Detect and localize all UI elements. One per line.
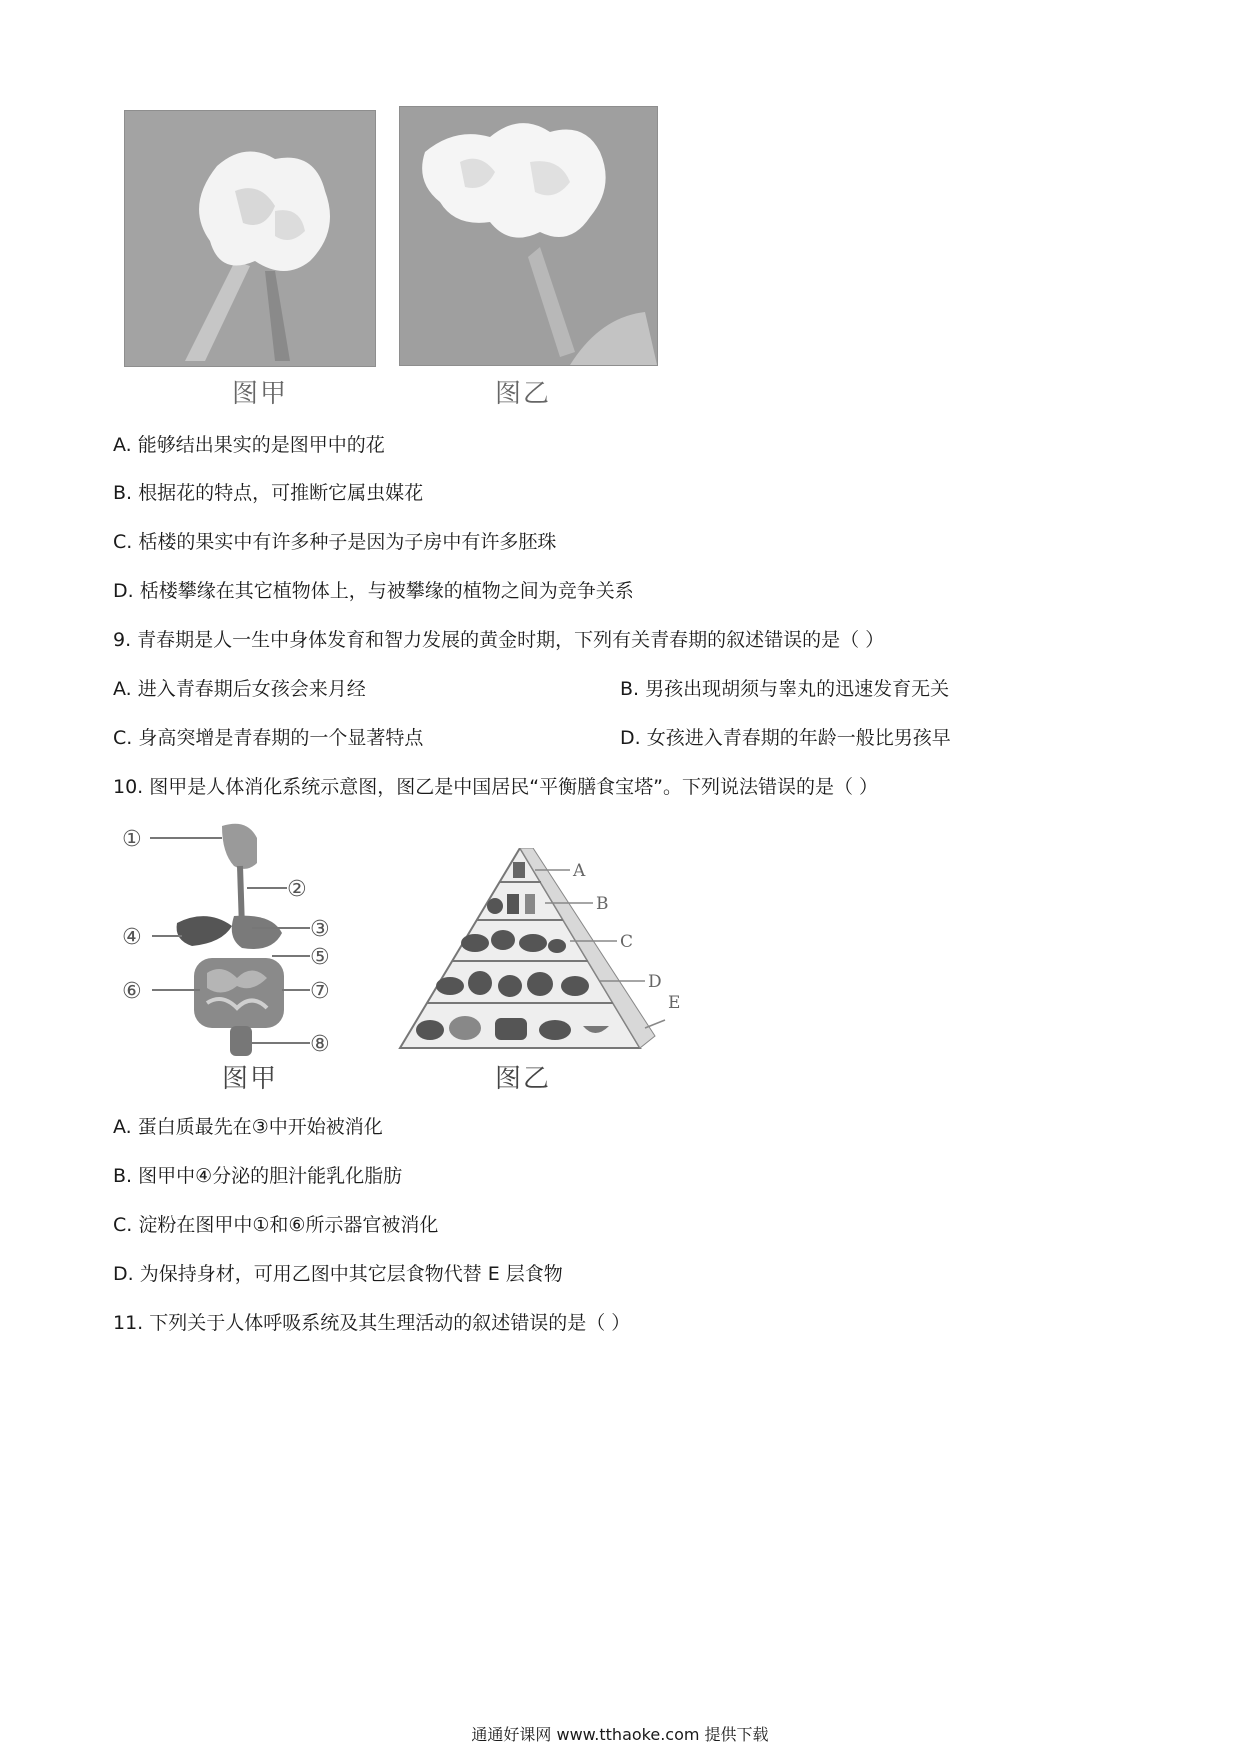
- q9-stem: 9. 青春期是人一生中身体发育和智力发展的黄金时期，下列有关青春期的叙述错误的是（ ）: [113, 629, 885, 651]
- q9-option-b: B. 男孩出现胡须与睾丸的迅速发育无关: [620, 678, 950, 700]
- q8-option-d: D. 栝楼攀缘在其它植物体上，与被攀缘的植物之间为竞争关系: [113, 580, 634, 602]
- pyramid-label-a: A: [573, 861, 586, 881]
- pyramid-label-c: C: [620, 932, 634, 952]
- q10-option-b: B. 图甲中④分泌的胆汁能乳化脂肪: [113, 1165, 403, 1187]
- pyramid-label-e: E: [668, 993, 681, 1013]
- digestive-label-6: ⑥: [122, 979, 142, 1004]
- page-footer: 通通好课网 www.tthaoke.com 提供下载: [471, 1725, 769, 1744]
- q9-option-d: D. 女孩进入青春期的年龄一般比男孩早: [620, 727, 951, 749]
- digestive-label-1: ①: [122, 827, 142, 852]
- digestive-label-3: ③: [310, 917, 330, 942]
- q9-option-c: C. 身高突增是青春期的一个显著特点: [113, 727, 424, 749]
- digestive-label-4: ④: [122, 925, 142, 950]
- flower-photo-yi-image: [400, 107, 657, 365]
- figure-caption-jia: 图甲: [232, 379, 289, 409]
- q10-stem: 10. 图甲是人体消化系统示意图，图乙是中国居民“平衡膳食宝塔”。下列说法错误的是（ ）: [113, 776, 878, 798]
- flower-photo-jia-image: [125, 111, 375, 366]
- q9-option-a: A. 进入青春期后女孩会来月经: [113, 678, 366, 700]
- q8-option-c: C. 栝楼的果实中有许多种子是因为子房中有许多胚珠: [113, 531, 557, 553]
- q10-option-c: C. 淀粉在图甲中①和⑥所示器官被消化: [113, 1214, 439, 1236]
- pyramid-label-d: D: [648, 972, 662, 992]
- flower-photo-yi: [399, 106, 658, 366]
- figure-caption-yi: 图乙: [495, 379, 552, 409]
- digestive-caption: 图甲: [222, 1064, 279, 1094]
- pyramid-label-b: B: [596, 894, 609, 914]
- q8-option-a: A. 能够结出果实的是图甲中的花: [113, 434, 385, 456]
- digestive-label-7: ⑦: [310, 979, 330, 1004]
- pyramid-caption: 图乙: [495, 1064, 552, 1094]
- q10-option-a: A. 蛋白质最先在③中开始被消化: [113, 1116, 383, 1138]
- food-pyramid-diagram: [395, 848, 715, 1068]
- q10-option-d: D. 为保持身材，可用乙图中其它层食物代替 E 层食物: [113, 1263, 563, 1285]
- q8-option-b: B. 根据花的特点，可推断它属虫媒花: [113, 482, 424, 504]
- q11-stem: 11. 下列关于人体呼吸系统及其生理活动的叙述错误的是（ ）: [113, 1312, 631, 1334]
- digestive-system-diagram: [122, 818, 372, 1098]
- digestive-label-8: ⑧: [310, 1032, 330, 1057]
- flower-photo-jia: [124, 110, 376, 367]
- digestive-label-5: ⑤: [310, 945, 330, 970]
- digestive-label-2: ②: [287, 877, 307, 902]
